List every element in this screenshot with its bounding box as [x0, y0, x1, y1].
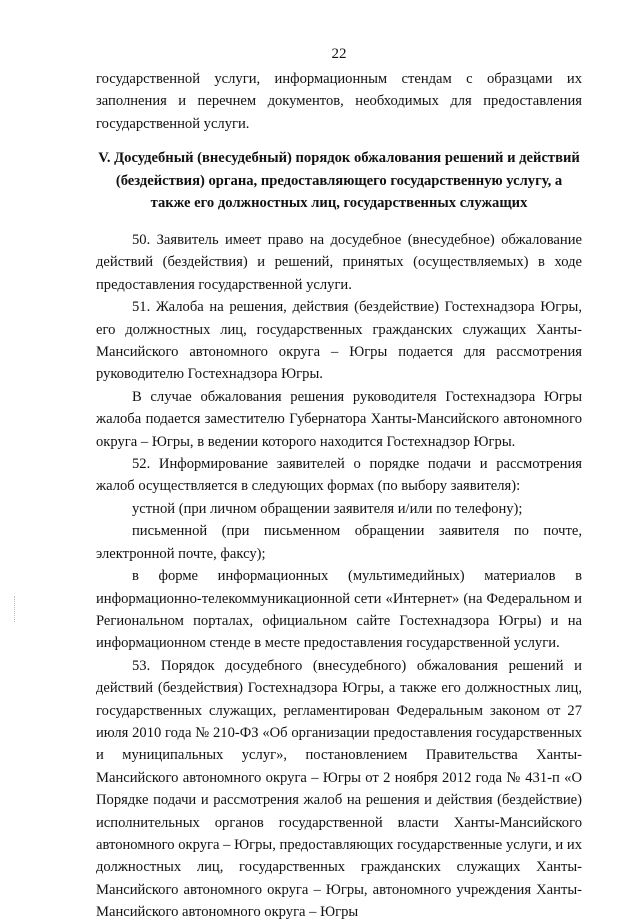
- section-heading: V. Досудебный (внесудебный) порядок обжалования решений и действий (бездействия) органа, предоставляющего государственную услугу, а также его должностных лиц, государственных служащих: [98, 150, 580, 212]
- paragraph-51-appeal: В случае обжалования решения руководителя Гостехнадзора Югры жалоба подается заместителю Губернатора Ханты-Мансийского автономного округа – Югры, в ведении которого находится Гостехнадзор Югры.: [96, 388, 582, 450]
- paragraph-52-written: письменной (при письменном обращении заявителя по почте, электронной почте, факсу);: [96, 523, 582, 562]
- paragraph-50: 50. Заявитель имеет право на досудебное (внесудебное) обжалование действий (бездействия) и решений, принятых (осуществляемых) в ходе предоставления государственной услуги.: [96, 232, 582, 293]
- paragraph-52: 52. Информирование заявителей о порядке подачи и рассмотрения жалоб осуществляется в следующих формах (по выбору заявителя):: [96, 456, 582, 495]
- paragraph-52-oral: устной (при личном обращении заявителя и/или по телефону);: [132, 500, 523, 517]
- margin-mark: [14, 596, 16, 622]
- paragraph-51: 51. Жалоба на решения, действия (бездействие) Гостехнадзора Югры, его должностных лиц, государственных гражданских служащих Ханты-Мансийского автономного округа – Югры подается для рассмотрения руководителю Гостехнадзора Югры.: [96, 299, 582, 383]
- paragraph-continuation: государственной услуги, информационным стендам с образцами их заполнения и перечнем документов, необходимых для предоставления государственной услуги.: [96, 71, 582, 132]
- document-body: [96, 68, 582, 924]
- paragraph-53: 53. Порядок досудебного (внесудебного) обжалования решений и действий (бездействия) Гостехнадзора Югры, а также его должностных лиц, государственных служащих, регламентирован Федеральным законом от 27 июля 2010 года № 210-ФЗ «Об организации предоставления государственных и муниципальных услуг», постановлением Правительства Ханты-Мансийского автономного округа – Югры от 2 ноября 2012 года № 431-п «О Порядке подачи и рассмотрения жалоб на решения и действия (бездействие) исполнительных органов государственной власти Ханты-Мансийского автономного округа – Югры, предоставляющих государственные услуги, и их должностных лиц, государственных гражданских служащих Ханты-Мансийского автономного округа – Югры, автономного учреждения Ханты-Мансийского автономного округа – Югры: [96, 657, 582, 921]
- paragraph-52-internet: в форме информационных (мультимедийных) материалов в информационно-телекоммуникационной сети «Интернет» (на Федеральном и Региональном порталах, официальном сайте Гостехнадзора Югры) и на информационном стенде в месте предоставления государственной услуги.: [96, 568, 582, 652]
- page-number: 22: [331, 46, 347, 62]
